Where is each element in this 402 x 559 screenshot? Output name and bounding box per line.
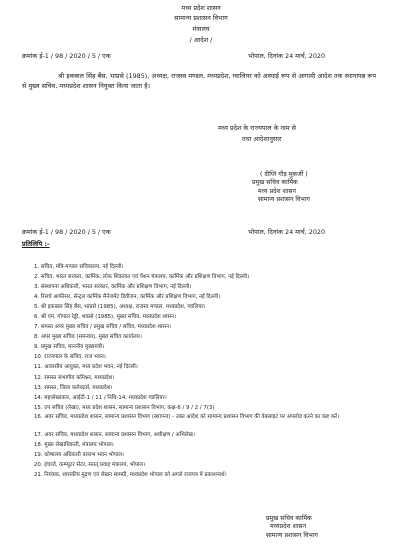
list-item: 11. आवासीय आयुक्त, मध्य प्रदेश भवन, नई दिल्ली। [34, 364, 138, 371]
list-item: 6. श्री एम. गोपाल रेड्डी, भाप्रसे (1985), मुख्य सचिव, मध्यप्रदेश शासन। [34, 314, 177, 321]
list-item: 19. कोषालय अधिकारी वल्लभ भवन भोपाल। [34, 451, 124, 458]
governor-line-1: मध्य प्रदेश के राज्यपाल के नाम से [218, 124, 296, 132]
list-item: 4. रिसर्च आफीसर, सेन्ट्रल कार्मिक मैनेजमेंट डिवीजन, कार्मिक और प्रशिक्षण विभाग, नई दिल्ली। [34, 294, 221, 301]
list-item: 3. संस्थापना अधिकारी, भारत सरकार, कार्मिक और प्रशिक्षण विभाग, नई दिल्ली। [34, 284, 192, 291]
list-item: 7. समस्त अपर मुख्य सचिव / प्रमुख सचिव / सचिव, मध्यप्रदेश शासन। [34, 324, 172, 331]
list-item: 2. सचिव, भारत सरकार, कार्मिक, लोक शिकायत एवं पेंशन मंत्रालय, कार्मिक और प्रशिक्षण विभाग, नई दिल्ली। [34, 274, 250, 281]
list-item: 1. सचिव, मंत्रि-मण्डल सचिवालय, नई दिल्ली। [34, 264, 124, 270]
copy-heading: प्रतिलिपि :- [22, 240, 50, 248]
list-item: 10. राज्यपाल के सचिव, राज भवन। [34, 354, 106, 361]
header-department: सामान्य प्रशासन विभाग [174, 14, 228, 22]
signatory-designation: प्रमुख सचिव कार्मिक [252, 179, 298, 187]
list-item: 8. अपर मुख्य सचिव (समन्वय), मुख्य सचिव कार्यालय। [34, 334, 142, 341]
list-item: 17. अवर सचिव, मध्यप्रदेश शासन, सामान्य प्रशासन विभाग, अधीक्षण / अभिलेख। [34, 431, 195, 438]
header-order-label: / आदेश / [189, 36, 213, 44]
list-item: 12. समस्त संभागीय कमिश्नर, मध्यप्रदेश। [34, 374, 115, 381]
list-item: 18. मुख्य लेखाधिकारी, मंत्रालय भोपाल। [34, 441, 114, 448]
signature-block-2 [266, 515, 318, 540]
list-item: 14. महालेखाकार, आईटी-1 / 11 / निधि-14, मध्यप्रदेश ग्वालियर। [34, 394, 167, 401]
signatory-department: सामान्य प्रशासन विभाग [266, 531, 318, 539]
signatory-designation: प्रमुख सचिव कार्मिक [266, 515, 312, 522]
signature-block-1 [252, 171, 310, 204]
header-ministry: मंत्रालय [192, 25, 210, 33]
signatory-government: मध्य प्रदेश शासन [258, 187, 296, 195]
list-item: 5. श्री इकबाल सिंह बैंस, भाप्रसे (1985), अध्यक्ष, राजस्व मण्डल, मध्यप्रदेश, ग्वालियर। [34, 304, 206, 311]
order-text: श्री इकबाल सिंह बैंस, भाप्रसे (1985), अध्यक्ष, राजस्व मण्डल, मध्यप्रदेश, ग्वालियर को अस्थाई रूप से आगामी आदेश तक स्थानापन्न रूप से मुख्य सचिव, मध्यप्रदेश शासन नियुक्त किया जाता है। [22, 72, 376, 90]
copy-order-number: क्रमांक ई-1 / 98 / 2020 / 5 / एक [22, 228, 111, 236]
list-item: 21. नियंत्रक, शासकीय मुद्रण एवं लेखन सामग्री, मध्यप्रदेश भोपाल को अगले राजपत्र में प्रकाशनार्थ। [34, 471, 227, 478]
list-item: 13. समस्त, जिला कलेक्टर्स, मध्यप्रदेश। [34, 384, 113, 391]
signatory-department: सामान्य प्रशासन विभाग [258, 196, 310, 204]
list-item: 15. उप सचिव (लेखा), मध्य प्रदेश शासन, सामान्य प्रशासन विभाग, कक्ष-6 / 9 / 2 / 7(3) [34, 404, 215, 411]
order-number: क्रमांक ई-1 / 98 / 2020 / 5 / एक [22, 52, 111, 60]
distribution-list [22, 262, 392, 480]
list-item: 9. प्रमुख सचिव, माननीय मुख्यमंत्री। [34, 344, 105, 351]
governor-line-2: तथा आदेशानुसार [242, 135, 282, 143]
list-item: 20. इंचार्ज, कम्प्यूटर सेंटर, सतत् प्रवाह मंत्रालय, भोपाल। [34, 461, 146, 468]
order-date: भोपाल, दिनांक 24 मार्च, 2020 [248, 52, 326, 60]
signatory-name: ( दीप्ति गौड़ मुकर्जी ) [260, 171, 308, 178]
list-item: 16. अवर सचिव, मध्यप्रदेश शासन, सामान्य प्रशासन विभाग (स्थापना) - उक्त आदेश को सामान्य प्रशासन विभाग की वेबसाइट पर अपलोड करने का कष्ट करें। [34, 413, 340, 420]
header-state-government: मध्य प्रदेश शासन [181, 4, 221, 12]
copy-order-date: भोपाल, दिनांक 24 मार्च, 2020 [248, 228, 326, 236]
signatory-government: मध्यप्रदेश शासन [270, 523, 307, 531]
